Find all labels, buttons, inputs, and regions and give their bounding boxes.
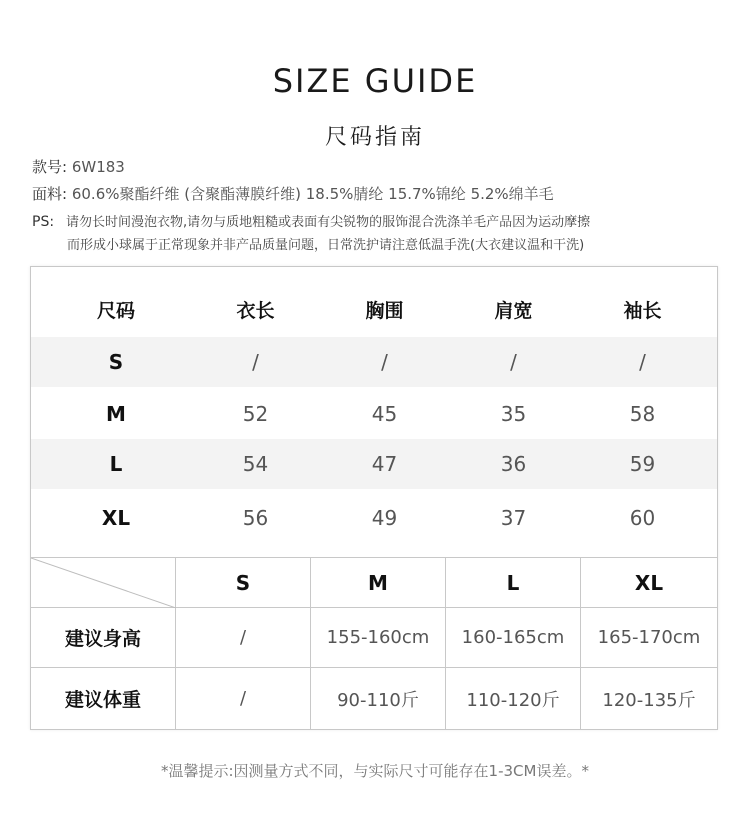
height-cell: 155-160cm — [311, 608, 446, 667]
sleeve-cell: / — [639, 350, 646, 374]
weight-cell: 120-135斤 — [602, 689, 696, 711]
model-value: 6W183 — [71, 158, 125, 176]
header-sleeve: 袖长 — [623, 299, 662, 322]
measurement-note: *温馨提示:因测量方式不同，与实际尺寸可能存在1-3CM误差。* — [161, 762, 589, 780]
size-cell: L — [109, 452, 123, 476]
sleeve-cell: 58 — [629, 402, 656, 426]
fit-table-header — [31, 558, 717, 608]
fabric-info — [32, 183, 554, 204]
table-row — [31, 389, 717, 439]
table-row — [31, 439, 717, 489]
weight-cell: 90-110斤 — [311, 668, 446, 729]
fit-size-m: M — [311, 558, 446, 607]
header-chest: 胸围 — [365, 299, 404, 322]
care-note — [32, 211, 722, 253]
sleeve-cell: 59 — [629, 452, 656, 476]
length-cell: 56 — [242, 506, 269, 530]
fit-size-l: L — [446, 558, 581, 607]
model-info — [32, 156, 125, 177]
table-row — [31, 337, 717, 387]
chest-cell: 47 — [371, 452, 398, 476]
weight-cell: / — [176, 668, 311, 729]
ps-line-1: 请勿长时间漫泡衣物,请勿与质地粗糙或表面有尖锐物的服饰混合洗涤羊毛产品因为运动摩擦 — [66, 215, 591, 230]
table-row — [31, 608, 717, 668]
table-row — [31, 668, 717, 729]
height-cell: 165-170cm — [597, 627, 701, 648]
table-row — [31, 493, 717, 543]
size-guide-table — [30, 266, 718, 730]
chest-cell: 49 — [371, 506, 398, 530]
shoulder-cell: 36 — [500, 452, 527, 476]
fabric-label: 面料: — [32, 185, 68, 203]
sleeve-cell: 60 — [629, 506, 656, 530]
fit-recommendation-table — [31, 557, 717, 729]
shoulder-cell: 35 — [500, 402, 527, 426]
size-cell: M — [106, 402, 126, 426]
header-length: 衣长 — [236, 299, 275, 322]
height-label: 建议身高 — [31, 608, 176, 667]
length-cell: 54 — [242, 452, 269, 476]
fit-size-xl: XL — [634, 570, 664, 595]
shoulder-cell: / — [510, 350, 517, 374]
size-cell: XL — [101, 506, 131, 530]
length-cell: 52 — [242, 402, 269, 426]
fit-size-s: S — [176, 558, 311, 607]
size-table-header — [31, 283, 717, 335]
corner-cell — [31, 558, 176, 607]
header-shoulder: 肩宽 — [494, 299, 533, 322]
page-title: SIZE GUIDE — [272, 62, 478, 100]
height-cell: / — [176, 608, 311, 667]
model-label: 款号: — [32, 158, 68, 176]
diagonal-divider — [31, 558, 176, 608]
weight-cell: 110-120斤 — [446, 668, 581, 729]
shoulder-cell: 37 — [500, 506, 527, 530]
weight-label: 建议体重 — [31, 668, 176, 729]
height-cell: 160-165cm — [446, 608, 581, 667]
fabric-value: 60.6%聚酯纤维 (含聚酯薄膜纤维) 18.5%腈纶 15.7%锦纶 5.2%绵羊毛 — [71, 185, 554, 203]
ps-label: PS: — [32, 214, 55, 230]
page-subtitle: 尺码指南 — [324, 125, 425, 150]
header-size: 尺码 — [96, 299, 135, 322]
chest-cell: / — [381, 350, 388, 374]
chest-cell: 45 — [371, 402, 398, 426]
ps-line-2: 而形成小球属于正常现象并非产品质量问题，日常洗护请注意低温手洗(大衣建议温和干洗) — [67, 238, 585, 253]
length-cell: / — [252, 350, 259, 374]
size-cell: S — [108, 350, 124, 374]
